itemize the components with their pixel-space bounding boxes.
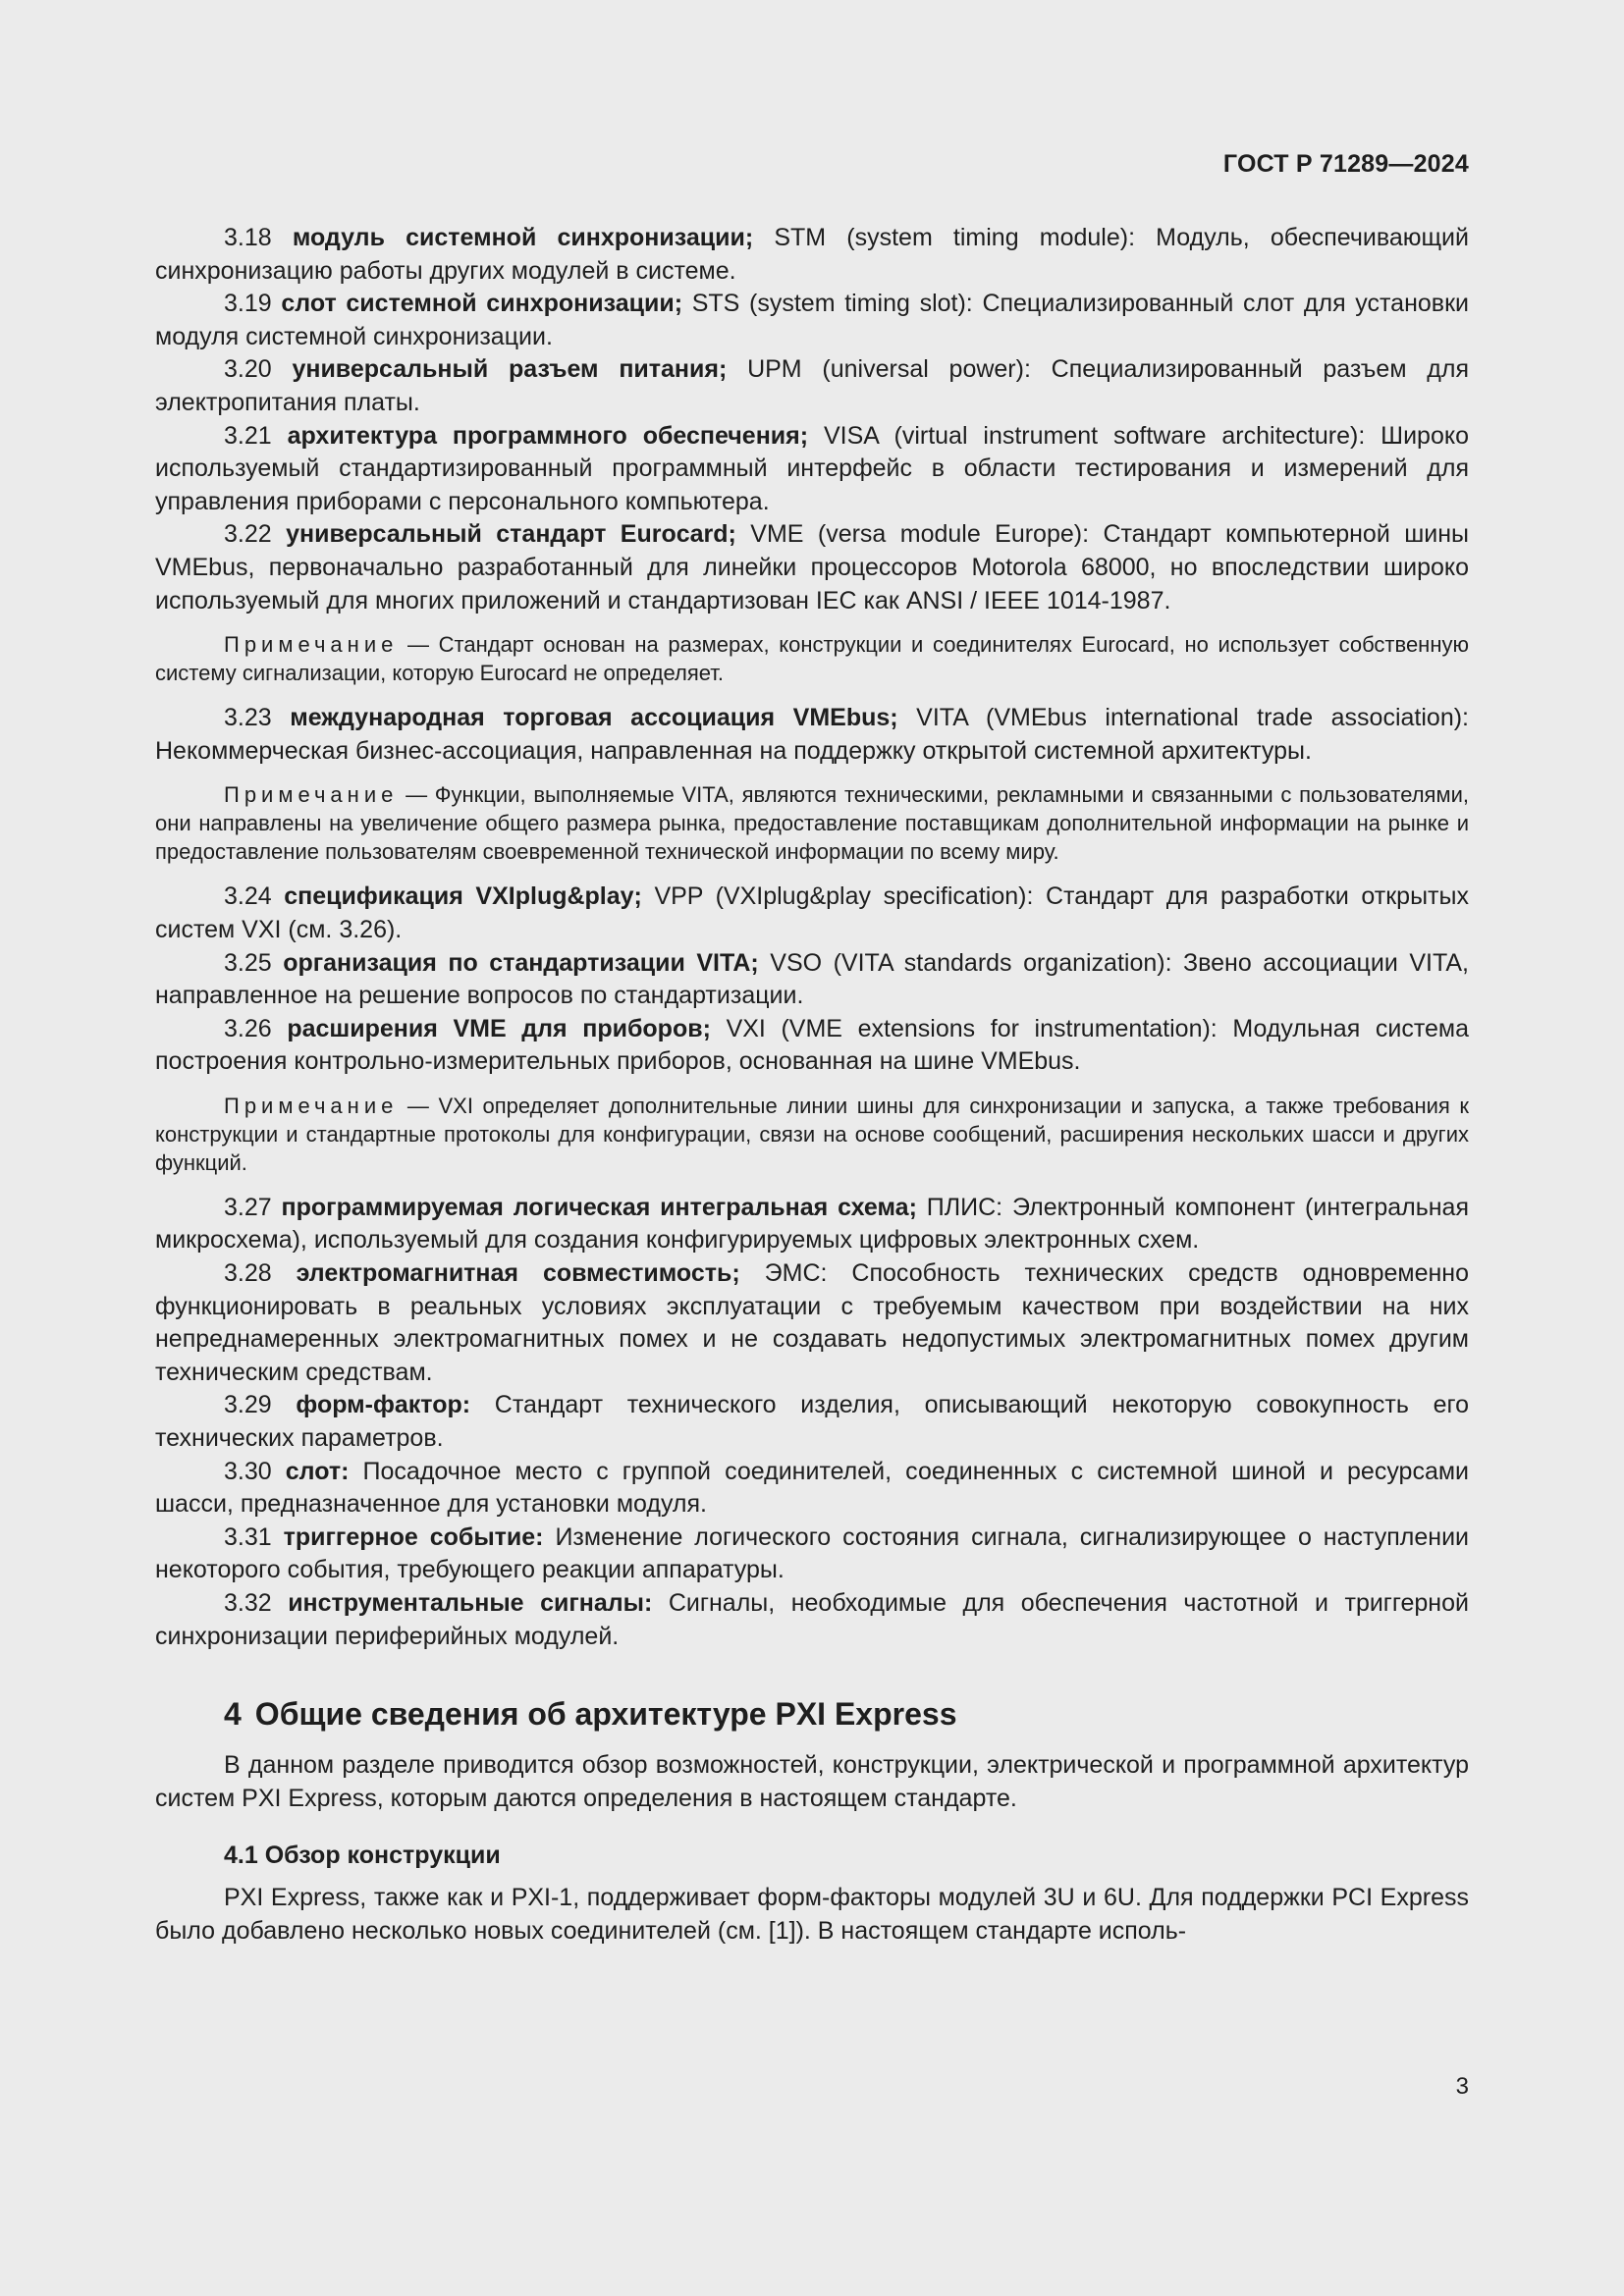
definition-term: слот системной синхронизации;: [281, 290, 683, 318]
note-text: VXI определяет дополнительные линии шины для синхронизации и запуска, а также требования к конструкции и стандартные протоколы для конфигурации, связи на основе сообщений, расширения нескольких шасси и других функций.: [155, 1093, 1469, 1175]
note-label: Примечание: [224, 632, 399, 658]
definition-number: 3.29: [224, 1391, 272, 1419]
definition-number: 3.25: [224, 948, 272, 977]
definition-term: модуль системной синхронизации;: [292, 224, 754, 251]
section-title: Общие сведения об архитектуре PXI Express: [254, 1696, 957, 1733]
definition-text: Посадочное место с группой соединителей, соединенных с системной шиной и ресурсами шасси, предназначенное для установки модуля.: [155, 1457, 1470, 1519]
definition-text: Изменение логического состояния сигнала, сигнализирующее о наступлении некоторого события, требующего реакции аппаратуры.: [155, 1522, 1469, 1584]
definition-number: 3.24: [224, 882, 272, 911]
note-label: Примечание: [224, 782, 399, 808]
definition-term: архитектура программного обеспечения;: [287, 421, 809, 450]
section-4-intro: В данном разделе приводится обзор возможностей, конструкции, электрической и программной архитектур систем PXI Express, которым даются определения в настоящем стандарте.: [155, 1751, 1469, 1812]
note-text: Функции, выполняемые VITA, являются техническими, рекламными и связанными с пользователями, они направлены на увеличение общего размера рынка, предоставление поставщикам дополнительной информации на рынке и предоставление пользователям своевременной технической информации по всему миру.: [155, 782, 1469, 865]
definition-3-19: [155, 288, 1469, 353]
definition-text: ЭМС: Способность технических средств одновременно функционировать в реальных условиях эксплуатации с требуемым качеством при воздействии на них непреднамеренных электромагнитных помех и не создавать недопустимых электромагнитных помех другим техническим средствам.: [155, 1259, 1469, 1386]
note-vxi: [155, 1092, 1469, 1177]
document-standard-header: ГОСТ Р 71289—2024: [1222, 150, 1469, 178]
definition-text: Стандарт технического изделия, описывающий некоторую совокупность его технических параметров.: [155, 1391, 1469, 1453]
page-content: [155, 222, 1469, 1949]
definition-3-27: [155, 1192, 1469, 1257]
definition-number: 3.31: [224, 1522, 272, 1551]
definition-text: STM (system timing module): Модуль, обеспечивающий синхронизацию работы других модулей в системе.: [155, 224, 1469, 285]
definition-number: 3.21: [224, 421, 272, 450]
definition-term: электромагнитная совместимость;: [296, 1259, 740, 1288]
definition-term: спецификация VXIplug&play;: [284, 882, 642, 911]
definition-number: 3.27: [224, 1193, 272, 1221]
definition-text: VME (versa module Europe): Стандарт компьютерной шины VMEbus, первоначально разработанный для линейки процессоров Motorola 68000, но впоследствии широко используемый для многих приложений и стандартизован IEC как ANSI / IEEE 1014-1987.: [155, 520, 1470, 614]
note-label: Примечание: [224, 1093, 399, 1118]
definition-3-25: [155, 947, 1469, 1013]
definition-term: инструментальные сигналы:: [288, 1589, 653, 1617]
definition-term: международная торговая ассоциация VMEbus;: [290, 704, 898, 732]
definition-3-18: [155, 222, 1469, 288]
definition-3-21: [155, 420, 1469, 519]
definition-term: форм-фактор:: [296, 1391, 471, 1419]
definition-term: универсальный разъем питания;: [292, 355, 728, 384]
note-eurocard: [155, 630, 1469, 687]
definition-text: VXI (VME extensions for instrumentation): Модульная система построения контрольно-измерительных приборов, основанная на шине VMEbus.: [155, 1014, 1469, 1076]
definition-number: 3.20: [224, 355, 272, 384]
definition-term: универсальный стандарт Eurocard;: [286, 520, 736, 549]
definition-3-23: [155, 702, 1469, 768]
definition-3-20: [155, 353, 1469, 419]
definition-number: 3.30: [224, 1457, 272, 1485]
definition-3-26: [155, 1013, 1469, 1079]
definition-text: VSO (VITA standards organization): Звено ассоциации VITA, направленное на решение вопросов по стандартизации.: [155, 948, 1469, 1010]
definition-number: 3.26: [224, 1014, 272, 1042]
definition-number: 3.19: [224, 290, 272, 318]
definition-3-28: [155, 1257, 1469, 1389]
definition-text: UPM (universal power): Специализированный разъем для электропитания платы.: [155, 355, 1469, 416]
definition-text: Сигналы, необходимые для обеспечения частотной и триггерной синхронизации периферийных модулей.: [155, 1589, 1469, 1650]
definition-text: VISA (virtual instrument software architecture): Широко используемый стандартизированный программный интерфейс в области тестирования и измерений для управления приборами с персонального компьютера.: [155, 421, 1469, 515]
definition-term: программируемая логическая интегральная схема;: [281, 1193, 917, 1221]
definition-term: слот:: [285, 1457, 350, 1485]
definition-number: 3.32: [224, 1589, 272, 1617]
definition-3-32: [155, 1587, 1469, 1653]
definition-number: 3.28: [224, 1259, 272, 1288]
definition-text: STS (system timing slot): Специализированный слот для установки модуля системной синхронизации.: [155, 290, 1469, 350]
definition-text: ПЛИС: Электронный компонент (интегральная микросхема), используемый для создания конфигурируемых цифровых электронных схем.: [155, 1193, 1469, 1255]
definition-text: VITA (VMEbus international trade association): Некоммерческая бизнес-ассоциация, направленная на поддержку открытой системной архитектуры.: [155, 704, 1469, 765]
definition-3-30: [155, 1456, 1469, 1522]
note-dash: —: [398, 632, 439, 658]
definition-term: организация по стандартизации VITA;: [283, 948, 759, 977]
note-dash: —: [398, 782, 435, 808]
definition-3-22: [155, 518, 1469, 617]
definition-number: 3.22: [224, 520, 272, 549]
definition-term: расширения VME для приборов;: [287, 1014, 711, 1042]
subsection-4-1-heading: 4.1 Обзор конструкции: [224, 1842, 501, 1870]
subsection-4-1-text: PXI Express, также как и PXI-1, поддерживает форм-факторы модулей 3U и 6U. Для поддержки PCI Express было добавлено несколько новых соединителей (см. [1]). В настоящем стандарте исполь-: [155, 1884, 1469, 1945]
definition-3-24: [155, 881, 1469, 946]
note-dash: —: [398, 1093, 439, 1118]
page-number: 3: [1455, 2073, 1469, 2100]
note-text: Стандарт основан на размерах, конструкции и соединителях Eurocard, но использует собственную систему сигнализации, которую Eurocard не определяет.: [155, 632, 1469, 686]
definition-text: VPP (VXIplug&play specification): Стандарт для разработки открытых систем VXI (см. 3.26).: [155, 882, 1469, 943]
definition-number: 3.18: [224, 224, 272, 251]
definition-number: 3.23: [224, 704, 272, 732]
definition-3-31: [155, 1522, 1469, 1587]
definition-term: триггерное событие:: [283, 1522, 544, 1551]
section-4-heading: [224, 1694, 1469, 1734]
note-vita: [155, 780, 1469, 866]
section-number: 4: [224, 1696, 242, 1733]
definition-3-29: [155, 1389, 1469, 1455]
